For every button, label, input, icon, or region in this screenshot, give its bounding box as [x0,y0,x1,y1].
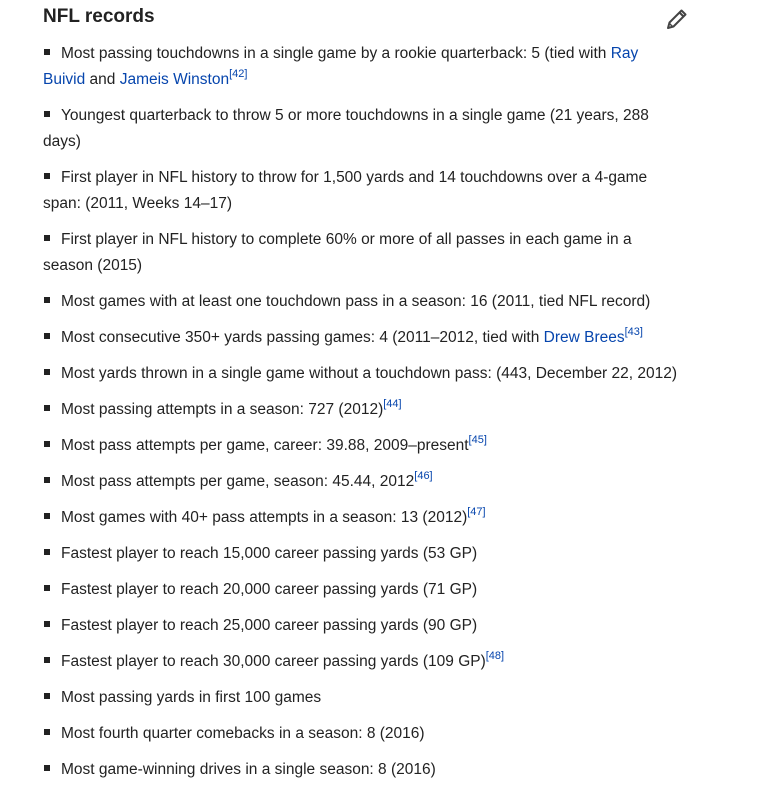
record-text: Most pass attempts per game, career: 39.88, 2009–present [61,437,469,454]
list-item [43,721,713,747]
record-text: Youngest quarterback to throw 5 or more touchdowns in a single game (21 years, 288 [61,107,649,124]
bullet-icon [44,585,50,591]
list-item [43,361,713,387]
reference-link[interactable]: [44] [383,397,402,410]
list-item [43,325,713,351]
record-text: Most games with 40+ pass attempts in a season: 13 (2012) [61,509,468,526]
record-text: Fastest player to reach 15,000 career passing yards (53 GP) [61,545,478,562]
record-text: First player in NFL history to throw for 1,500 yards and 14 touchdowns over a 4-game [61,169,648,186]
link-jameis-winston[interactable]: Jameis Winston [119,71,230,88]
record-text: span: (2011, Weeks 14–17) [43,195,232,212]
bullet-icon [44,297,50,303]
list-item [43,505,713,531]
record-text: Most game-winning drives in a single season: 8 (2016) [61,761,436,778]
record-text: and [85,71,120,88]
list-item [43,469,713,495]
record-text: Most games with at least one touchdown pass in a season: 16 (2011, tied NFL record) [61,293,651,310]
record-text: Fastest player to reach 20,000 career passing yards (71 GP) [61,581,478,598]
link-ray-buivid-cont[interactable]: Buivid [43,71,86,88]
bullet-icon [44,333,50,339]
reference-link[interactable]: [42] [229,67,248,80]
records-list [43,41,713,793]
record-text: Most yards thrown in a single game without a touchdown pass: (443, December 22, 2012) [61,365,678,382]
bullet-icon [44,693,50,699]
reference-link[interactable]: [48] [485,649,505,662]
bullet-icon [44,765,50,771]
bullet-icon [44,513,50,519]
list-item [43,103,713,155]
link-drew-brees[interactable]: Drew Brees [543,329,625,346]
list-item [43,649,713,675]
reference-link[interactable]: [45] [468,433,487,446]
bullet-icon [44,549,50,555]
bullet-icon [44,405,50,411]
list-item [43,397,713,423]
bullet-icon [44,111,50,117]
section-title: NFL records [43,6,155,27]
record-text: Fastest player to reach 25,000 career passing yards (90 GP) [61,617,478,634]
list-item [43,227,713,279]
bullet-icon [44,173,50,179]
record-text: season (2015) [43,257,143,274]
bullet-icon [44,621,50,627]
record-text: days) [43,133,81,150]
list-item [43,577,713,603]
bullet-icon [44,657,50,663]
bullet-icon [44,729,50,735]
list-item [43,757,713,783]
list-item [43,541,713,567]
record-text: Most pass attempts per game, season: 45.44, 2012 [61,473,415,490]
record-text: Most fourth quarter comebacks in a season: 8 (2016) [61,725,425,742]
list-item [43,165,713,217]
record-text: Most passing attempts in a season: 727 (2012) [61,401,384,418]
record-text: Most passing touchdowns in a single game by a rookie quarterback: 5 (tied with [61,45,611,62]
reference-link[interactable]: [43] [624,325,643,338]
reference-link[interactable]: [47] [467,505,486,518]
reference-link[interactable]: [46] [414,469,433,482]
record-text: First player in NFL history to complete 60% or more of all passes in each game in a [61,231,632,248]
record-text: Most passing yards in first 100 games [61,689,322,706]
bullet-icon [44,369,50,375]
list-item [43,433,713,459]
record-text: Fastest player to reach 30,000 career passing yards (109 GP) [61,653,486,670]
bullet-icon [44,49,50,55]
link-ray-buivid[interactable]: Ray [610,45,639,62]
pencil-icon[interactable] [664,6,690,32]
bullet-icon [44,235,50,241]
bullet-icon [44,477,50,483]
list-item [43,685,713,711]
bullet-icon [44,441,50,447]
list-item [43,613,713,639]
record-text: Most consecutive 350+ yards passing games: 4 (2011–2012, tied with [61,329,544,346]
list-item [43,289,713,315]
list-item [43,41,713,93]
